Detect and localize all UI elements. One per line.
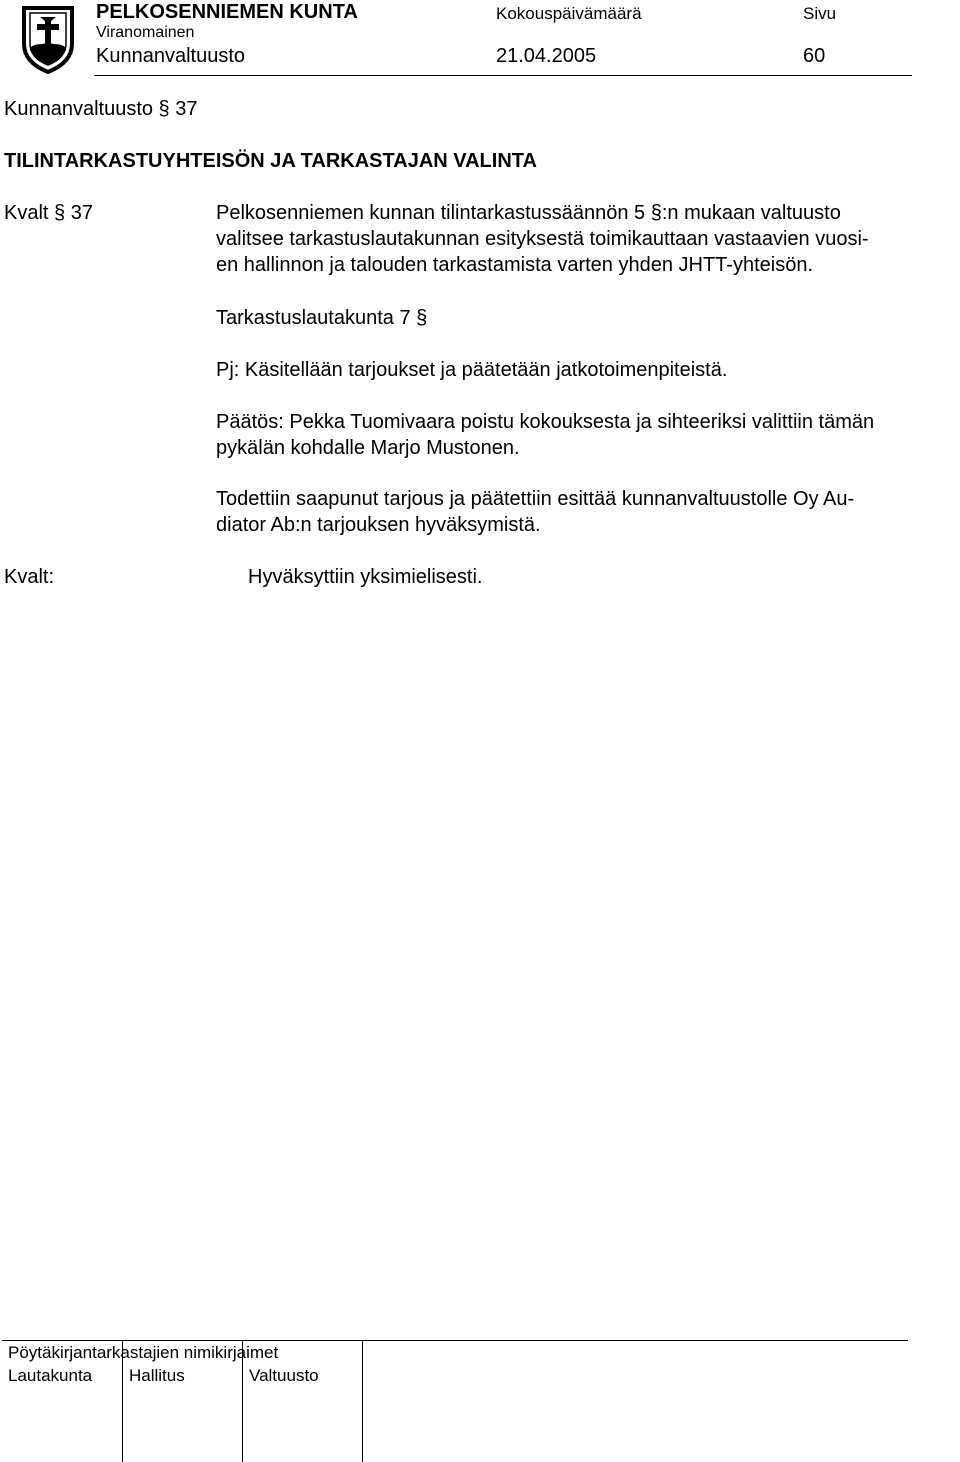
footer-divider [2,1340,908,1341]
decision-text: Hyväksyttiin yksimielisesti. [248,566,483,588]
paragraph-line: Todettiin saapunut tarjous ja päätettiin esittää kunnanvaltuustolle Oy Au- [216,488,855,510]
municipality-name: PELKOSENNIEMEN KUNTA [96,1,358,23]
paragraph-line: pykälän kohdalle Marjo Mustonen. [216,437,520,459]
paragraph-chair-proposal: Pj: Käsitellään tarjoukset ja päätetään jatkotoimenpiteistä. [216,359,728,381]
footer-column-hallitus: Hallitus [129,1366,185,1385]
header-divider [94,75,912,76]
authority-label: Viranomainen [96,24,195,41]
paragraph-line: Pelkosenniemen kunnan tilintarkastussäännön 5 §:n mukaan valtuusto [216,202,841,224]
authority-value: Kunnanvaltuusto [96,45,246,67]
footer-column-divider [242,1340,243,1462]
paragraph-line: en hallinnon ja talouden tarkastamista varten yhden JHTT-yhteisön. [216,254,814,276]
meeting-date-label: Kokouspäivämäärä [496,4,642,23]
paragraph-line: valitsee tarkastuslautakunnan esityksestä toimikauttaan vastaavien vuosi- [216,228,869,250]
paragraph-committee-ref: Tarkastuslautakunta 7 § [216,307,428,329]
coat-of-arms-icon [18,4,78,74]
page-label: Sivu [803,4,837,23]
footer-title: Pöytäkirjantarkastajien nimikirjaimet [8,1343,279,1362]
paragraph-line: Päätös: Pekka Tuomivaara poistu kokouksesta ja sihteeriksi valittiin tämän [216,411,875,433]
decision-label: Kvalt: [4,566,55,588]
footer-column-divider [362,1340,363,1462]
footer-column-lautakunta: Lautakunta [8,1366,93,1385]
paragraph-finding [216,486,854,538]
meeting-date: 21.04.2005 [496,45,597,67]
section-reference: Kvalt § 37 [4,202,93,224]
page-number: 60 [803,45,826,67]
footer-column-valtuusto: Valtuusto [249,1366,319,1385]
section-heading: Kunnanvaltuusto § 37 [4,98,198,120]
paragraph-line: diator Ab:n tarjouksen hyväksymistä. [216,514,541,536]
paragraph-regulation [216,200,869,278]
page-title: TILINTARKASTUYHTEISÖN JA TARKASTAJAN VALINTA [4,150,537,172]
paragraph-decision [216,409,874,461]
footer-column-divider [122,1340,123,1462]
